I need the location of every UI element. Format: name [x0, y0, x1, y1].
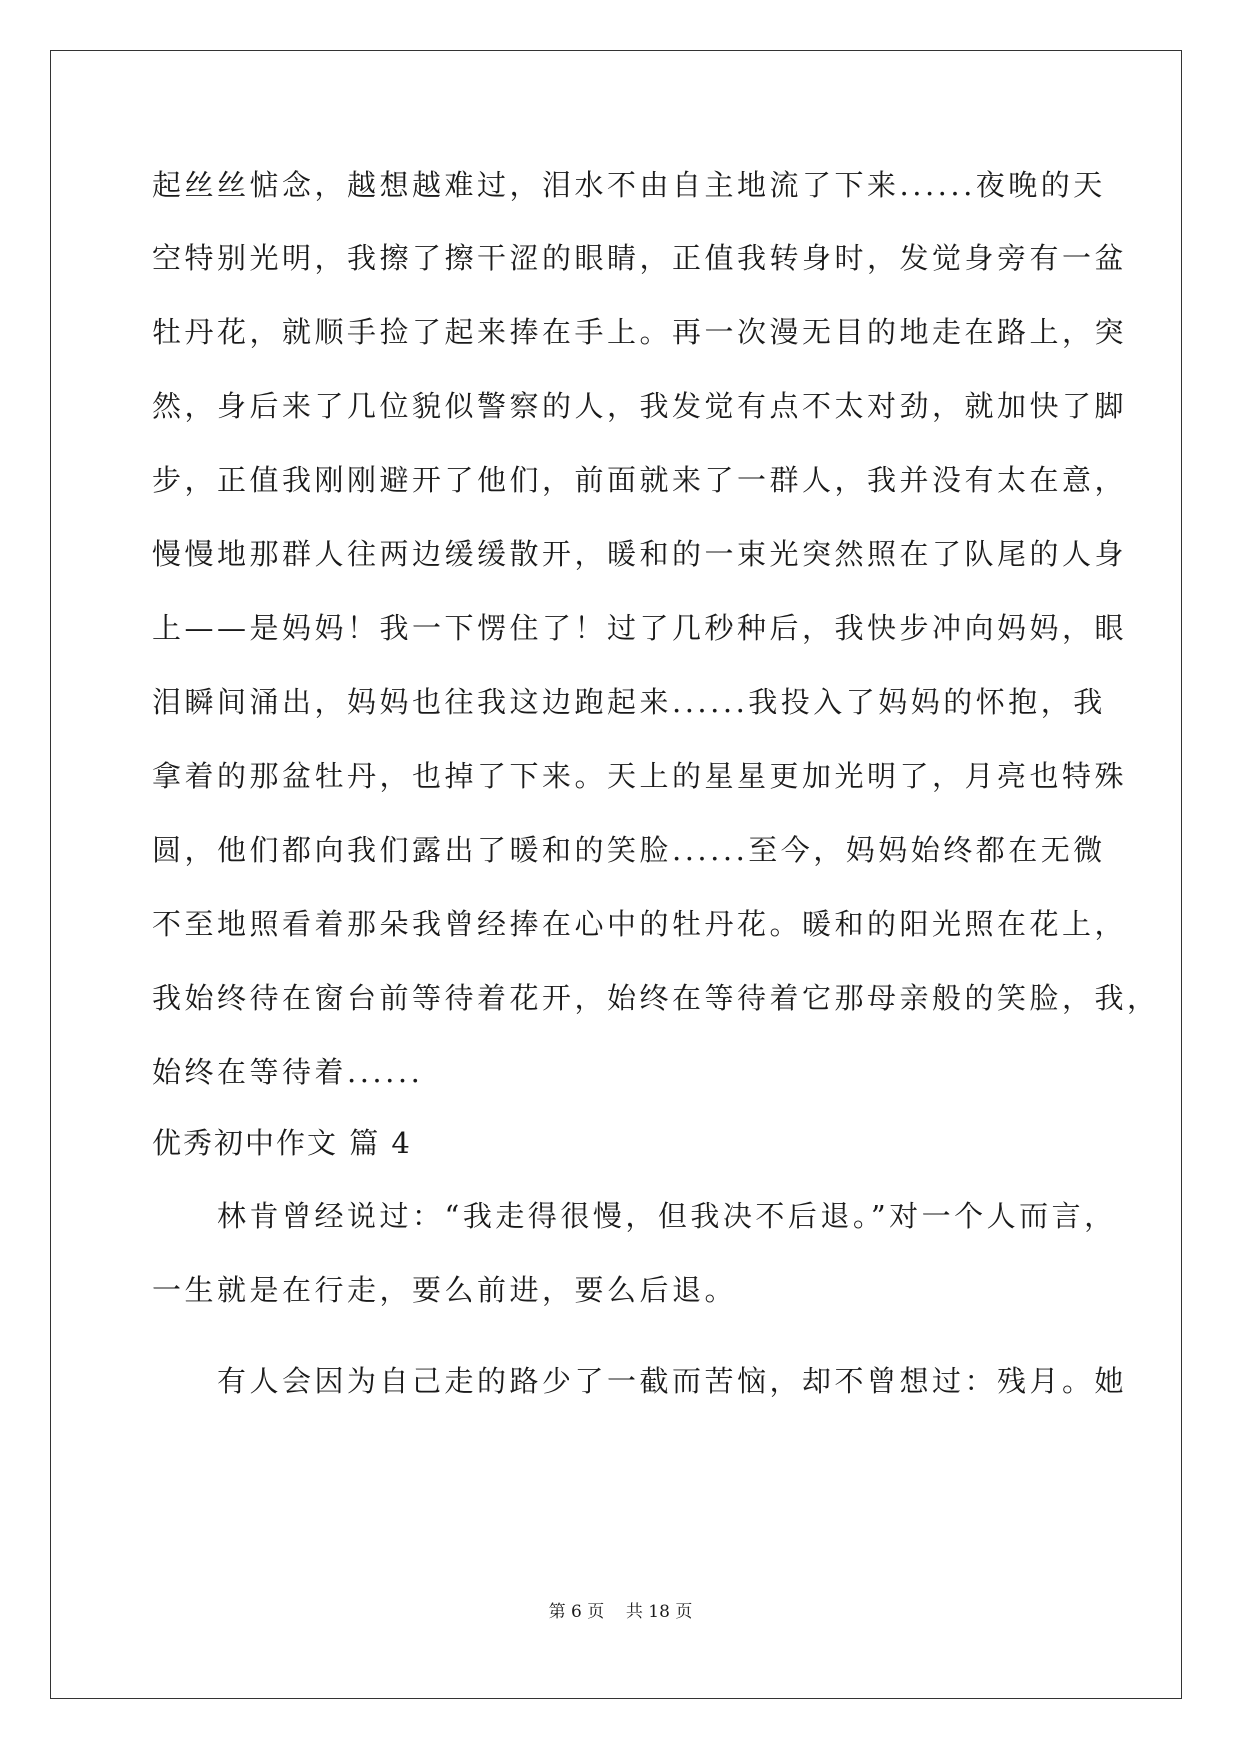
body-line: 慢慢地那群人往两边缓缓散开，暖和的一束光突然照在了队尾的人身 — [152, 537, 1128, 571]
body-line: 然，身后来了几位貌似警察的人，我发觉有点不太对劲，就加快了脚 — [152, 389, 1128, 423]
body-line: 起丝丝惦念，越想越难过，泪水不由自主地流了下来......夜晚的天 — [152, 168, 1106, 202]
body-line: 上——是妈妈！我一下愣住了！过了几秒种后，我快步冲向妈妈，眼 — [152, 611, 1128, 645]
body-line: 林肯曾经说过：“我走得很慢，但我决不后退。”对一个人而言， — [152, 1199, 1117, 1233]
body-line: 牡丹花，就顺手捡了起来捧在手上。再一次漫无目的地走在路上，突 — [152, 315, 1128, 349]
body-line: 有人会因为自己走的路少了一截而苦恼，却不曾想过：残月。她 — [152, 1364, 1128, 1398]
body-line: 泪瞬间涌出，妈妈也往我这边跑起来......我投入了妈妈的怀抱，我 — [152, 685, 1106, 719]
body-line: 我始终待在窗台前等待着花开，始终在等待着它那母亲般的笑脸，我， — [152, 981, 1160, 1015]
page-border — [50, 50, 1182, 1699]
body-line: 圆，他们都向我们露出了暖和的笑脸......至今，妈妈始终都在无微 — [152, 833, 1106, 867]
body-line: 拿着的那盆牡丹，也掉了下来。天上的星星更加光明了，月亮也特殊 — [152, 759, 1128, 793]
body-line: 空特别光明，我擦了擦干涩的眼睛，正值我转身时，发觉身旁有一盆 — [152, 241, 1128, 275]
body-line: 步，正值我刚刚避开了他们，前面就来了一群人，我并没有太在意， — [152, 463, 1128, 497]
body-line: 一生就是在行走，要么前进，要么后退。 — [152, 1273, 738, 1307]
section-heading: 优秀初中作文 篇 4 — [152, 1126, 412, 1160]
body-line: 始终在等待着...... — [152, 1055, 424, 1089]
page-footer: 第 6 页 共 18 页 — [548, 1602, 693, 1622]
body-line: 不至地照看着那朵我曾经捧在心中的牡丹花。暖和的阳光照在花上， — [152, 907, 1128, 941]
